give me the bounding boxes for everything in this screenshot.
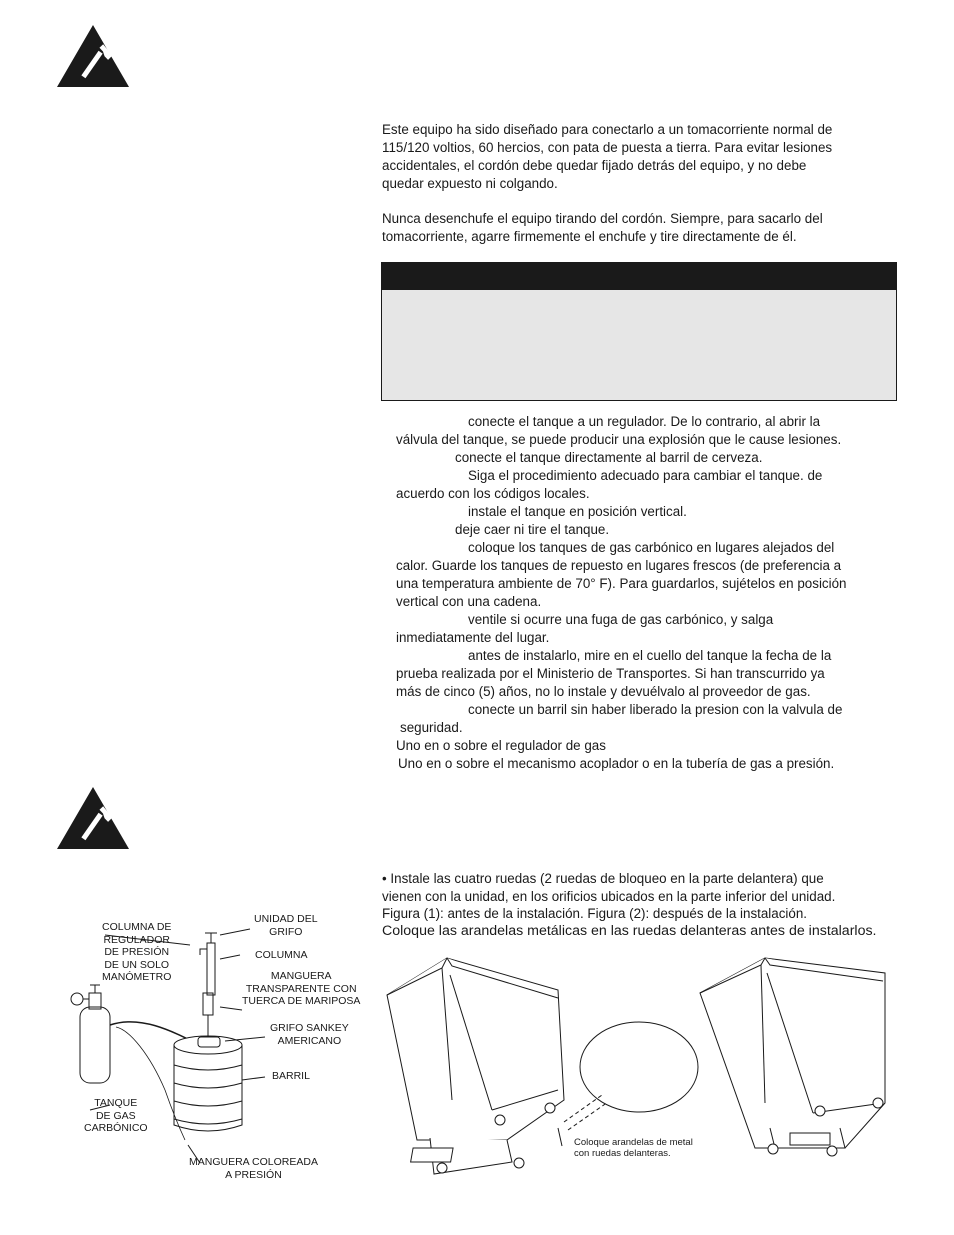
label-pressure-hose: MANGUERA COLOREADA A PRESIÓN bbox=[189, 1156, 318, 1181]
co2-warning-line: prueba realizada por el Ministerio de Transportes. Si han transcurrido ya bbox=[396, 666, 825, 681]
caster-line: Figura (1): antes de la instalación. Figura (2): después de la instalación. bbox=[382, 906, 808, 921]
co2-warning-line: conecte el tanque a un regulador. De lo contrario, al abrir la bbox=[468, 414, 821, 429]
co2-warning-line: conecte el tanque directamente al barril de cerveza. bbox=[455, 450, 763, 465]
co2-warning-line: acuerdo con los códigos locales. bbox=[396, 486, 590, 501]
co2-warning-list bbox=[396, 413, 906, 773]
caster-line: Coloque las arandelas metálicas en las ruedas delanteras antes de instalarlos. bbox=[382, 922, 877, 939]
label-clear-hose: MANGUERA TRANSPARENTE CON TUERCA DE MARIPOSA bbox=[242, 970, 361, 1007]
label-regulator: COLUMNA DE REGULADOR DE PRESIÓN DE UN SOLO MANÓMETRO bbox=[102, 921, 172, 983]
co2-warning-line: Uno en o sobre el mecanismo acoplador o en la tubería de gas a presión. bbox=[398, 756, 835, 771]
caster-line: vienen con la unidad, en los orificios ubicados en la parte inferior del unidad. bbox=[382, 888, 836, 904]
label-keg: BARRIL bbox=[272, 1070, 310, 1082]
co2-warning-line: Siga el procedimiento adecuado para cambiar el tanque. de bbox=[468, 468, 823, 483]
label-faucet-unit: UNIDAD DEL GRIFO bbox=[254, 913, 318, 938]
co2-warning-line: instale el tanque en posición vertical. bbox=[468, 504, 687, 519]
co2-warning-line: deje caer ni tire el tanque. bbox=[455, 522, 610, 537]
label-sankey: GRIFO SANKEY AMERICANO bbox=[270, 1022, 349, 1047]
label-column: COLUMNA bbox=[255, 949, 308, 961]
co2-warning-line: una temperatura ambiente de 70° F). Para guardarlos, sujételos en posición bbox=[396, 576, 847, 591]
co2-warning-line: calor. Guarde los tanques de repuesto en lugares frescos (de preferencia a bbox=[396, 558, 842, 573]
co2-warning-line: ventile si ocurre una fuga de gas carbónico, y salga bbox=[468, 612, 774, 627]
co2-warning-line: inmediatamente del lugar. bbox=[396, 630, 550, 645]
co2-warning-line: válvula del tanque, se puede producir una explosión que le cause lesiones. bbox=[396, 432, 842, 447]
co2-warning-line: vertical con una cadena. bbox=[396, 594, 542, 609]
co2-warning-line: Uno en o sobre el regulador de gas bbox=[396, 738, 606, 753]
co2-warning-line: conecte un barril sin haber liberado la presion con la valvula de bbox=[468, 702, 843, 717]
washer-note: Coloque arandelas de metal con ruedas delanteras. bbox=[574, 1137, 693, 1159]
warning-hammer-icon bbox=[56, 24, 130, 88]
warning-hammer-icon bbox=[56, 786, 130, 850]
label-co2-tank: TANQUE DE GAS CARBÓNICO bbox=[84, 1097, 148, 1134]
electrical-paragraph-2: Nunca desenchufe el equipo tirando del cordón. Siempre, para sacarlo del tomacorriente, agarre firmemente el enchufe y tire directamente de él. bbox=[382, 211, 823, 244]
co2-warning-line: antes de instalarlo, mire en el cuello del tanque la fecha de la bbox=[468, 648, 832, 663]
warning-banner-header bbox=[382, 263, 896, 290]
warning-banner bbox=[381, 262, 897, 401]
co2-warning-line: más de cinco (5) años, no lo instale y devuélvalo al proveedor de gas. bbox=[396, 684, 811, 699]
co2-warning-line: coloque los tanques de gas carbónico en lugares alejados del bbox=[468, 540, 835, 555]
electrical-paragraph-1: Este equipo ha sido diseñado para conectarlo a un tomacorriente normal de 115/120 voltios, 60 hercios, con pata de puesta a tierra. Para evitar lesiones accidentales, el cordón debe quedar fijado detrás del equipo, y no debe quedar expuesto ni colgando. bbox=[382, 122, 833, 191]
co2-warning-line: seguridad. bbox=[400, 720, 463, 735]
figure-2-after-install bbox=[695, 953, 895, 1163]
caster-instructions bbox=[382, 870, 942, 940]
caster-line: • Instale las cuatro ruedas (2 ruedas de bloqueo en la parte delantera) que bbox=[382, 871, 824, 886]
